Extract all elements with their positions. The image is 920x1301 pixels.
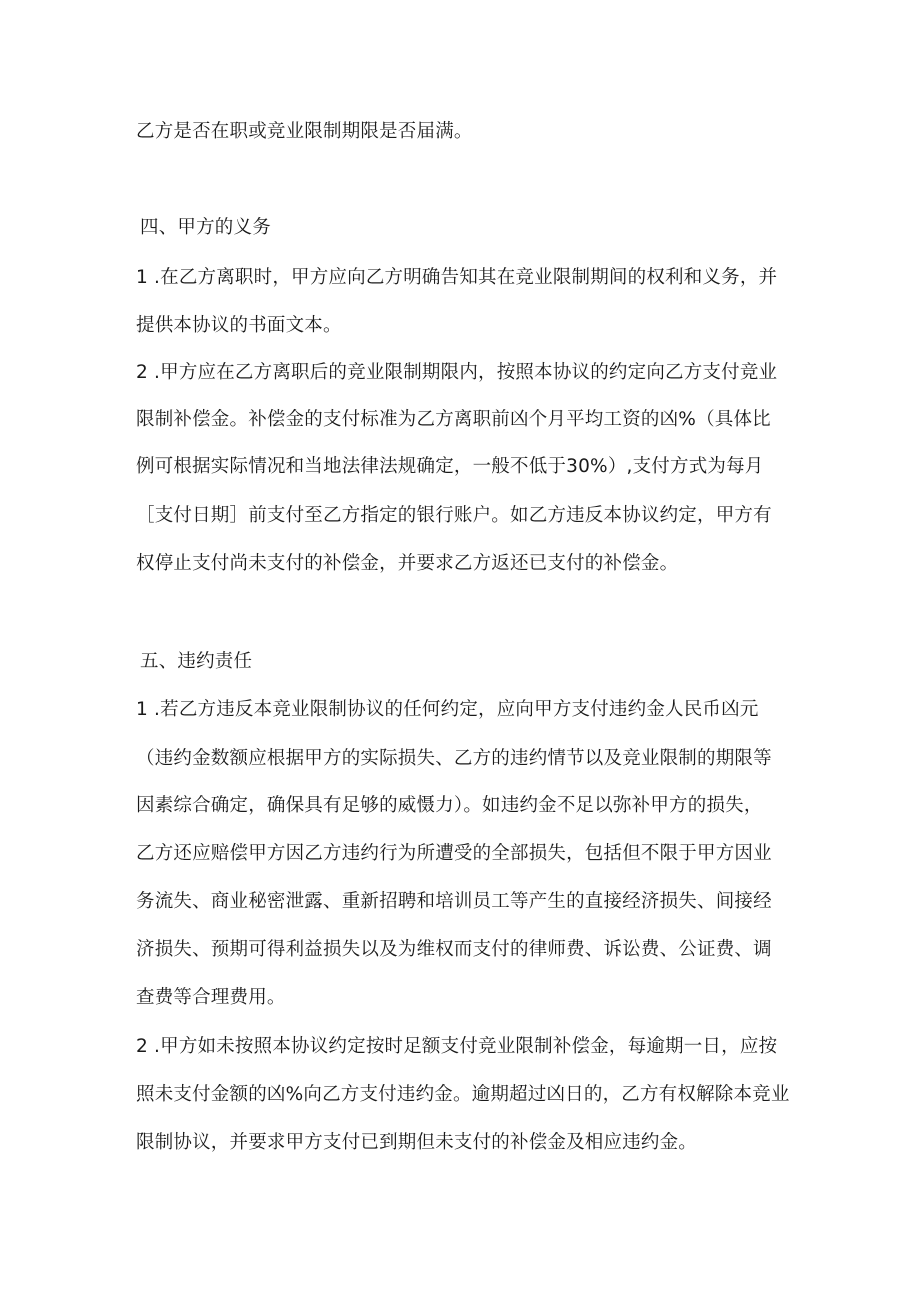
section-5-item-2-line-1: 2 .甲方如未按照本协议约定按时足额支付竞业限制补偿金，每逾期一日，应按 bbox=[136, 1036, 778, 1057]
section-5-item-1-line-2: （违约金数额应根据甲方的实际损失、乙方的违约情节以及竞业限制的期限等 bbox=[136, 748, 772, 769]
section-4-item-1-line-2: 提供本协议的书面文本。 bbox=[136, 315, 342, 336]
section-5-item-1-line-5: 务流失、商业秘密泄露、重新招聘和培训员工等产生的直接经济损失、间接经 bbox=[136, 891, 772, 912]
section-5-heading: 五、违约责任 bbox=[140, 651, 253, 672]
section-5-item-1-line-3: 因素综合确定，确保具有足够的威慑力）。如违约金不足以弥补甲方的损失， bbox=[136, 795, 763, 816]
section-5-item-1-line-1: 1 .若乙方违反本竞业限制协议的任何约定，应向甲方支付违约金人民币凶元 bbox=[136, 699, 759, 720]
section-4-item-2-line-3: 例可根据实际情况和当地法律法规确定，一般不低于30%）,支付方式为每月 bbox=[136, 456, 764, 477]
section-5-item-1-line-7: 查费等合理费用。 bbox=[136, 987, 286, 1008]
section-4-item-2-line-4: ［支付日期］前支付至乙方指定的银行账户。如乙方违反本协议约定，甲方有 bbox=[136, 505, 772, 526]
section-4-item-1-line-1: 1 .在乙方离职时，甲方应向乙方明确告知其在竞业限制期间的权利和义务，并 bbox=[136, 267, 778, 288]
section-4-item-2-line-2: 限制补偿金。补偿金的支付标准为乙方离职前凶个月平均工资的凶%（具体比 bbox=[136, 409, 771, 430]
section-4-item-2-line-1: 2 .甲方应在乙方离职后的竞业限制期限内，按照本协议的约定向乙方支付竞业 bbox=[136, 362, 778, 383]
section-5-item-1-line-6: 济损失、预期可得利益损失以及为维权而支付的律师费、诉讼费、公证费、调 bbox=[136, 939, 772, 960]
section-4-item-2-line-5: 权停止支付尚未支付的补偿金，并要求乙方返还已支付的补偿金。 bbox=[136, 553, 679, 574]
continuation-text: 乙方是否在职或竞业限制期限是否届满。 bbox=[136, 121, 473, 142]
section-5-item-2-line-2: 照未支付金额的凶%向乙方支付违约金。逾期超过凶日的，乙方有权解除本竞业 bbox=[136, 1084, 790, 1105]
section-5-item-1-line-4: 乙方还应赔偿甲方因乙方违约行为所遭受的全部损失，包括但不限于甲方因业 bbox=[136, 843, 772, 864]
section-4-heading: 四、甲方的义务 bbox=[140, 217, 271, 238]
section-5-item-2-line-3: 限制协议，并要求甲方支付已到期但未支付的补偿金及相应违约金。 bbox=[136, 1132, 698, 1153]
